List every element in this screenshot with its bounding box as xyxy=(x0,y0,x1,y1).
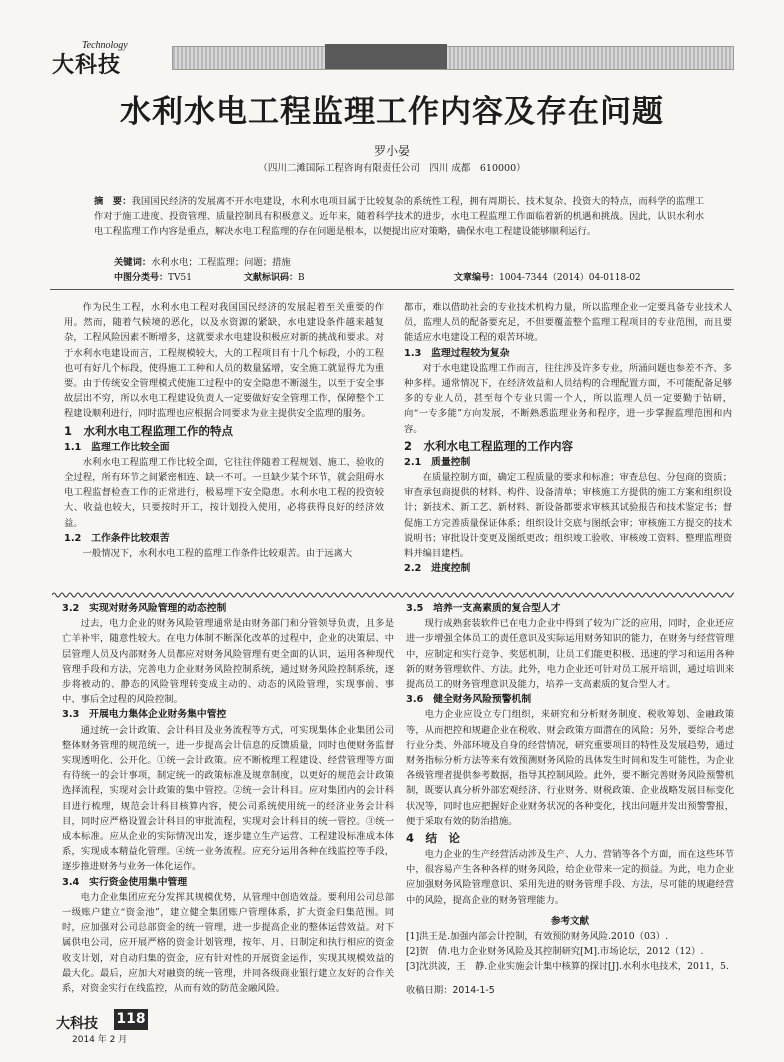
subsection-heading: 3.4 实行资金使用集中管理 xyxy=(62,876,188,888)
subsection-heading: 3.3 开展电力集体企业财务集中管控 xyxy=(62,709,227,721)
doccode-value: B xyxy=(298,273,305,283)
reference-item: [3]沈洪波，王 静.企业实施会计集中核算的探讨[J].水利水电技术，2011，5. xyxy=(406,961,729,973)
paragraph: 电力企业的生产经营活动涉及生产、人力、营销等各个方面，而在这些环节中，很容易产生各种各样的财务风险，给企业带来一定的损益。为此，电力企业应加强财务风险管理意识、采用先进的财务管理手段、方法，尽可能的规避经营中的风险，提高企业的财务管理能力。 xyxy=(406,849,734,906)
logo-subtitle: Technology xyxy=(82,40,128,51)
paragraph: 都市，难以借助社会的专业技术机构力量，所以监理企业一定要具备专业技术人员，监理人员的配备要充足，不但要覆盖整个监理工程项目的专业范围，而且要能适应水电建设工程的艰苦环境。 xyxy=(404,302,732,344)
header-rule xyxy=(50,289,734,290)
keywords-label: 关键词： xyxy=(114,257,152,268)
logo-text: 大科技 xyxy=(52,53,122,78)
header-block xyxy=(325,44,447,69)
received-date: 收稿日期：2014-1-5 xyxy=(406,984,495,996)
subsection-heading: 1.3 监理过程较为复杂 xyxy=(404,347,510,359)
paragraph: 水利水电工程监理工作比较全面，它往往伴随着工程规划、施工、验收的全过程，所有环节之间紧密相连、缺一不可。一旦缺少某个环节，就会阻碍水电工程监督检查工作的正常进行，极易埋下安全隐患。水利水电工程的投资较大、收益也较大，只要按时开工，按计划投入使用，必将获得良好的经济效益。 xyxy=(64,456,384,529)
upper-left-column xyxy=(64,300,384,561)
subsection-heading: 1.2 工作条件比较艰苦 xyxy=(64,532,170,544)
paragraph: 电力企业集团应充分发挥其规模优势，从管理中创造效益。要利用公司总部一级账户建立“资金池”，建立健全集团账户管理体系，扩大资金归集范围。同时，应加强对公司总部资金的统一管理，进一步提高企业的整体运营效益。对下属供电公司，应开展严格的资金计划管理，按年、月、日制定和执行相应的资金收支计划，对自动归集的资金，应有针对性的开展资金运作，实现其规模效益的最大化。最后，应加大对融资的统一管理，并同各级商业银行建立友好的合作关系，对资金实行在线监控，从而有效的防范金融风险。 xyxy=(62,891,394,995)
section-heading: 2 水利水电工程监理的工作内容 xyxy=(404,438,573,453)
subsection-heading: 3.5 培养一支高素质的复合型人才 xyxy=(406,603,561,614)
abstract xyxy=(94,194,704,239)
author: 罗小晏 xyxy=(373,144,410,158)
article-number-value: 1004-7344（2014）04-0118-02 xyxy=(499,273,641,283)
lower-left-column xyxy=(62,601,394,996)
abstract-label: 摘 要： xyxy=(94,196,132,207)
issue-date: 2014 年 2 月 xyxy=(72,1035,128,1045)
paragraph: 作为民生工程，水利水电工程对我国国民经济的发展起着至关重要的作用。然而，随着气候境的恶化，以及水资源的紧缺，水电建设条件越来越复杂，工程风险因素不断增多，这就要求水电建设积极应对新的挑战和要求。对于水利水电建设而言，工程规模较大，大的工程项目有十几个标段，小的工程也可有好几个标段，使得施工工种和人员的数量猛增，安全施工就显得尤为重要。由于传统安全管理模式使施工过程中的安全隐患不断滋生，以至于安全事故层出不穷，所以水电工程建设负责人一定要做好安全管理工作，保障整个工程建设顺利进行，同时监理也应根据合同要求为业主提供安全监理的服务。 xyxy=(64,302,384,420)
paragraph: 一般情况下，水利水电工程的监理工作条件比较艰苦。由于远离大 xyxy=(82,548,353,560)
subsection-heading: 3.6 健全财务风险预警机制 xyxy=(406,694,532,706)
subsection-heading: 2.2 进度控制 xyxy=(404,563,471,575)
references-title: 参考文献 xyxy=(550,915,589,927)
subsection-heading: 2.1 质量控制 xyxy=(404,456,471,468)
doccode-label: 文献标识码： xyxy=(244,273,299,283)
keywords-text: 水利水电；工程监理；问题；措施 xyxy=(151,257,291,268)
journal-logo xyxy=(52,40,152,78)
class-value: TV51 xyxy=(168,273,192,283)
keywords xyxy=(114,254,704,268)
affiliation: （四川二滩国际工程咨询有限责任公司 四川 成都 610000） xyxy=(258,163,526,174)
article-number-label: 文章编号： xyxy=(454,273,500,283)
section-heading: 1 水利水电工程监理工作的特点 xyxy=(64,423,233,438)
subsection-heading: 3.2 实现对财务风险管理的动态控制 xyxy=(62,603,227,614)
paragraph: 在质量控制方面，确定工程质量的要求和标准；审查总包、分包商的资质；审查承包商提供的材料、构件、设备清单；审核施工方提供的施工方案和组织设计；新技术、新工艺、新材料、新设备都要求审核其试验报告和技术鉴定书；督促施工方完善质量保证体系；组织设计交底与图纸会审；审核施工方提交的技术说明书；审批设计变更及图纸更改；组织竣工验收、审核竣工资料、整理监理资料并编目建档。 xyxy=(404,472,732,560)
paragraph: 过去，电力企业的财务风险管理通常是由财务部门和分管领导负责，且多是亡羊补牢，随意性较大。在电力体制不断深化改革的过程中，企业的决策层、中层管理人员及内部财务人员都应对财务风险管理有更全面的认识，运用各种现代管理手段和方法，完善电力企业财务风险控制系统，通过财务风险控制系统，逐步将被动的、静态的风险管理转变成主动的、动态的风险管理，实现事前、事中、事后全过程的风险控制。 xyxy=(62,618,394,706)
page-number: 118 xyxy=(114,1009,148,1030)
class-label: 中图分类号： xyxy=(114,273,169,283)
paragraph: 现行成熟套装软件已在电力企业中得到了较为广泛的应用，同时，企业还应进一步增强全体员工的责任意识及实际运用财务知识的能力，在财务与经营管理中，应制定和实行竞争、奖惩机制，让员工们能更积极、迅速的学习和运用各种新的财务管理软件、方法。此外，电力企业还可针对员工展开培训，通过培训来提高员工的财务管理意识及能力，培养一支高素质的复合型人才。 xyxy=(406,618,734,691)
reference-item: [1]洪王是.加强内部会计控制，有效预防财务风险.2010（03）. xyxy=(406,931,669,943)
upper-right-column xyxy=(404,300,732,576)
paragraph: 通过统一会计政策、会计科目及业务流程等方式，可实现集体企业集团公司整体财务管理的规范统一，进一步提高会计信息的反馈质量，同时也便财务监督实现透明化、公开化。①统一会计政策。应不断梳理工程建设、经营管理等方面有待统一的会计事项，制定统一的政策标准及规章制度，以更好的规范会计政策选择流程，实现对会计政策的集中管控。②统一会计科目。应对集团内的会计科目进行梳理，规范会计科目核算内容，使公司系统使用统一的经济业务会计科目，同时应严格设置会计科目的审批流程，实现对会计科目的统一管控。③统一成本标准。应从企业的实际情况出发，逐步建立生产运营、工程建设标准成本体系，实现成本精益化管理。④统一业务流程。应充分运用各种在线监控等手段，逐步推进财务与业务一体化运作。 xyxy=(62,724,394,873)
footer-journal-name: 大科技 xyxy=(56,1016,98,1032)
wavy-divider xyxy=(52,591,734,599)
subsection-heading: 1.1 监理工作比较全面 xyxy=(64,441,170,453)
header-bar xyxy=(172,46,734,70)
paragraph: 电力企业应设立专门组织，来研究和分析财务制度、税收筹划、金融政策等，从而把控和规避企业在税收、财会政策方面潜在的风险；另外，要综合考虑行业分类、外部环境及自身的经营情况，研究重要项目的特性及发展趋势，通过财务指标分析方法等来有效预测财务风险的具体发生时间和发生可能性，为企业各级管理者提供参考数据，指导其控制风险。此外，要不断完善财务风险预警机制，既要认真分析外部宏观经济、行业财务、财税政策、企业战略发展目标变化状况等，同时也应把握好企业财务状况的各种变化，找出问题并发出预警警报，便于采取有效的防治措施。 xyxy=(406,709,734,827)
paragraph: 对于水电建设监理工作而言，往往涉及许多专业，所涌问题也参差不齐、多种多样。通常情况下，在经济效益和人员结构的合理配置方面，不可能配备足够多的专业人员，甚至每个专业只需一个人，所以监理人员一定要勤于钻研，向“一专多能”方向发展，不断熟悉监理业务和程序，进一步掌握监理范围和内容。 xyxy=(404,362,732,435)
section-heading: 4 结 论 xyxy=(406,831,461,846)
reference-item: [2]贺 倩.电力企业财务风险及其控制研究[M].市场论坛，2012（12）. xyxy=(406,946,704,958)
abstract-text: 我国国民经济的发展离不开水电建设，水利水电项目属于比较复杂的系统性工程，拥有周期长、技术复杂、投资大的特点，而科学的监理工作对于施工进度、投资管理、质量控制具有积极意义。近年来，随着科学技术的进步，水电工程监理工作面临着新的机遇和挑战。因此，认识水利水电工程监理工作内容是重点，解决水电工程监理的存在问题是根本，以便提出应对策略，确保水电工程建设能够顺利运行。 xyxy=(94,196,704,237)
article-title: 水利水电工程监理工作内容及存在问题 xyxy=(120,94,664,130)
lower-right-column xyxy=(406,601,734,998)
